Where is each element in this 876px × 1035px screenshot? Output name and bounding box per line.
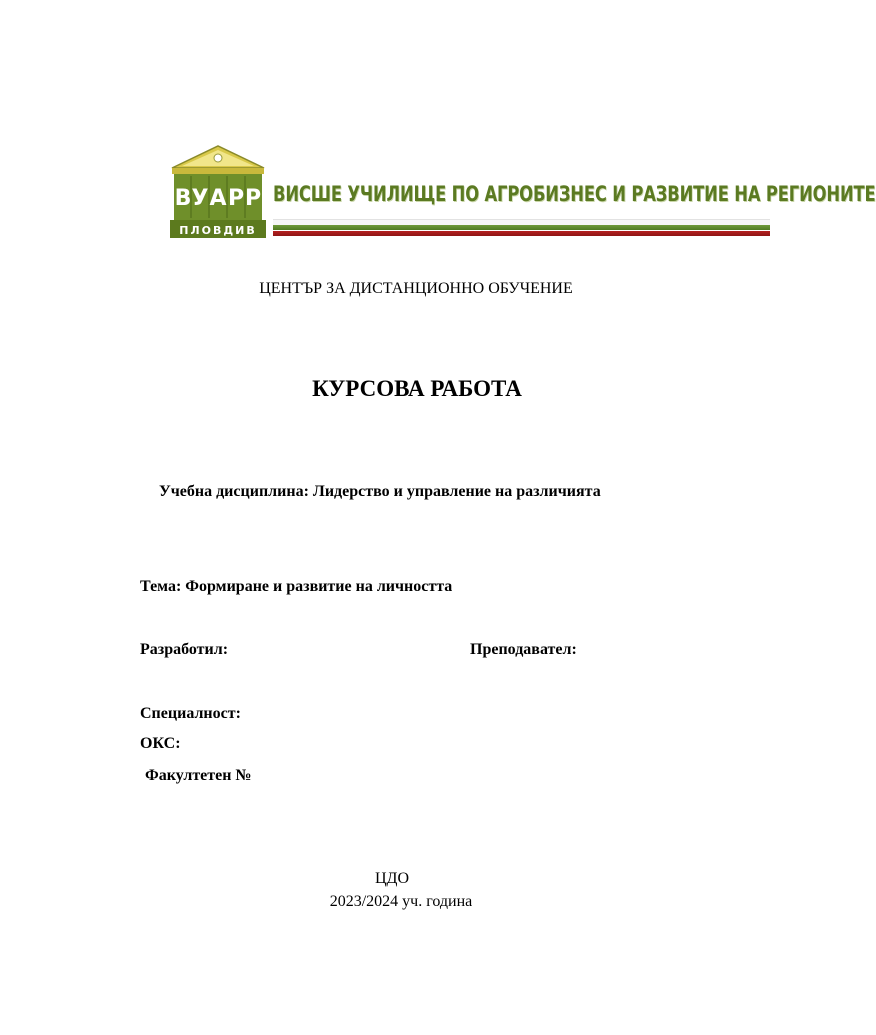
center-abbreviation: ЦДО	[374, 870, 410, 887]
logo-letter: В	[174, 186, 192, 211]
discipline-line: Учебна дисциплина: Лидерство и управление на различията	[159, 483, 601, 500]
stripe-green	[273, 225, 770, 230]
logo-city: ПЛОВДИВ	[179, 224, 257, 237]
specialty-label: Специалност:	[140, 705, 241, 722]
logo-letter: Р	[244, 186, 262, 211]
academic-year: 2023/2024 уч. година	[329, 893, 473, 910]
logo-letter: А	[209, 186, 227, 211]
logo-letter: Р	[227, 186, 245, 211]
stripe-red	[273, 231, 770, 236]
document-title: КУРСОВА РАБОТА	[312, 376, 522, 401]
university-logo	[168, 142, 268, 242]
university-name: ВИСШЕ УЧИЛИЩЕ ПО АГРОБИЗНЕС И РАЗВИТИЕ НА РЕГИОНИТЕ	[273, 182, 876, 206]
oks-label: ОКС:	[140, 735, 181, 752]
tricolor-stripe	[273, 219, 770, 238]
logo-letter: У	[191, 186, 209, 211]
faculty-number-label: Факултетен №	[145, 767, 252, 784]
developed-by-label: Разработил:	[140, 641, 229, 658]
center-title: ЦЕНТЪР ЗА ДИСТАНЦИОННО ОБУЧЕНИЕ	[259, 280, 573, 297]
teacher-label: Преподавател:	[470, 641, 577, 658]
university-emblem-icon	[168, 142, 268, 242]
topic-line: Тема: Формиране и развитие на личността	[140, 578, 453, 595]
